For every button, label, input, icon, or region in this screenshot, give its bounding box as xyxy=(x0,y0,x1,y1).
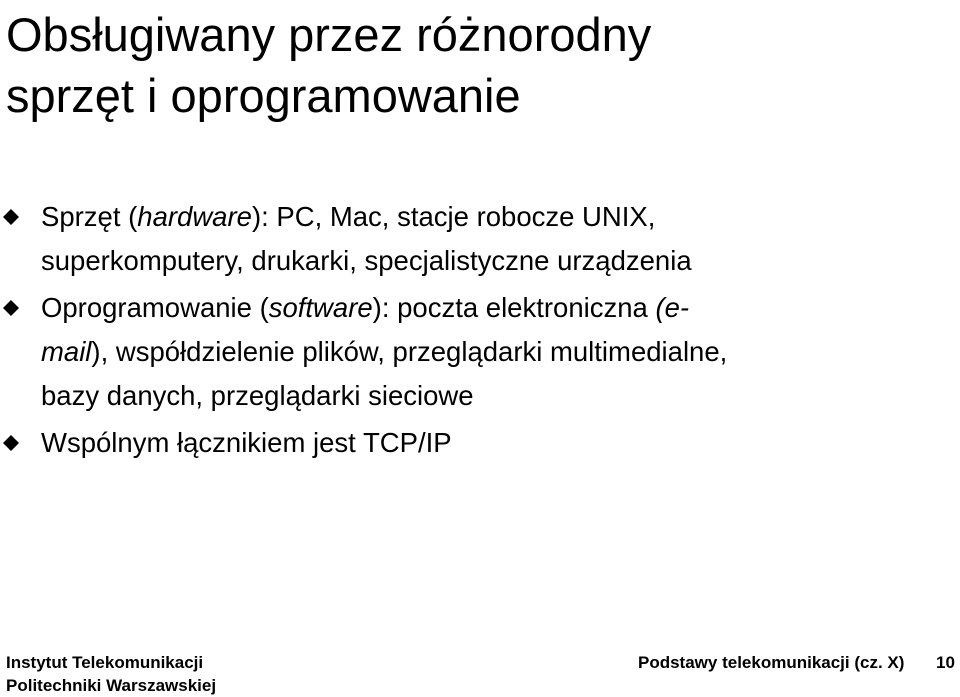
bullet-line: bazy danych, przeglądarki sieciowe xyxy=(41,380,474,411)
slide-title-line-2: sprzęt i oprogramowanie xyxy=(6,69,521,122)
footer-institute-line-2: Politechniki Warszawskiej xyxy=(6,676,217,695)
bullet-list xyxy=(0,195,960,465)
slide-title-line-1: Obsługiwany przez różnorodny xyxy=(6,8,652,61)
footer-course-title: Podstawy telekomunikacji (cz. X) xyxy=(638,653,905,672)
slide-title xyxy=(6,4,946,126)
bullet-line: superkomputery, drukarki, specjalistyczne urządzenia xyxy=(41,245,692,276)
diamond-bullet-icon xyxy=(3,300,19,316)
bullet-item-software xyxy=(0,286,960,418)
diamond-bullet-icon xyxy=(3,209,19,225)
page-number: 10 xyxy=(936,653,955,672)
bullet-item-hardware xyxy=(0,195,960,283)
bullet-line: Sprzęt (hardware): PC, Mac, stacje robocze UNIX, xyxy=(41,201,656,232)
bullet-line: mail), współdzielenie plików, przeglądarki multimedialne, xyxy=(41,336,728,367)
bullet-line: Oprogramowanie (software): poczta elektroniczna (e- xyxy=(41,292,690,323)
footer-institute-line-1: Instytut Telekomunikacji xyxy=(6,653,204,672)
diamond-bullet-icon xyxy=(3,435,19,451)
bullet-item-tcpip xyxy=(0,421,960,465)
footer-institute xyxy=(6,651,216,697)
bullet-line: Wspólnym łącznikiem jest TCP/IP xyxy=(41,427,452,458)
